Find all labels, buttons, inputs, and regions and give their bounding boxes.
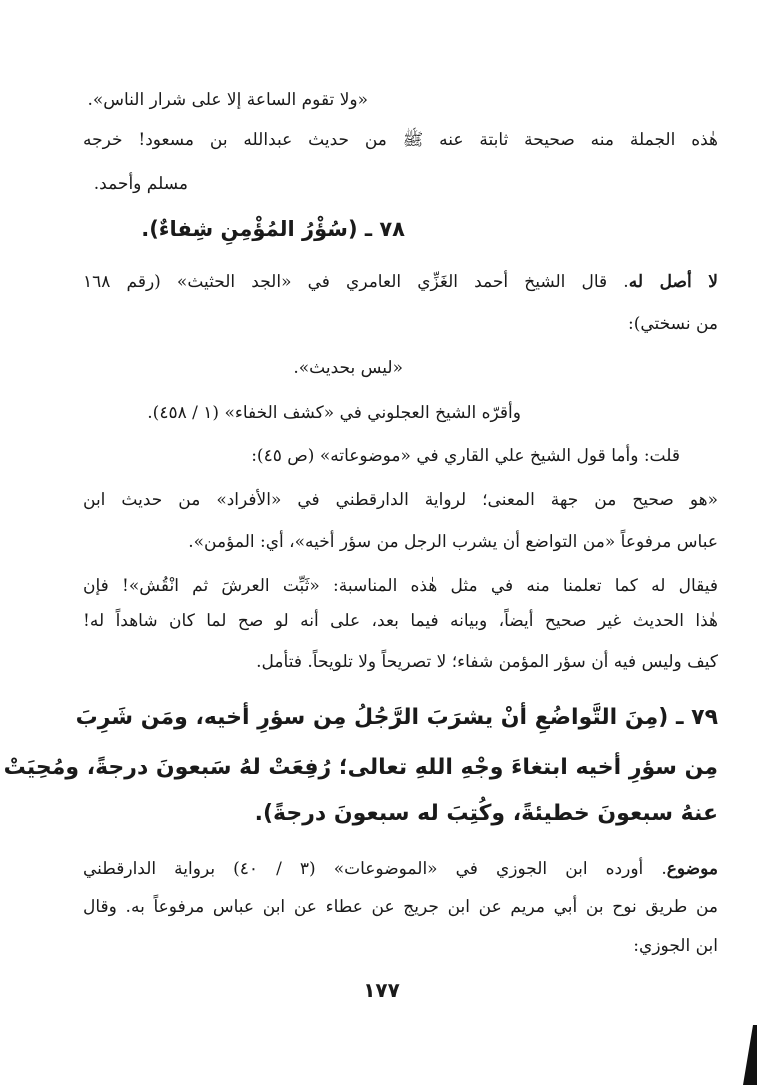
hadith-heading: ٧٨ ـ (سُؤْرُ المُؤْمِنِ شِفاءٌ).	[141, 217, 405, 241]
text-line: هٰذه الجملة منه صحيحة ثابتة عنه ﷺ من حديث عبدالله بن مسعود! خرجه	[83, 130, 718, 150]
text-line: «ولا تقوم الساعة إلا على شرار الناس».	[87, 90, 368, 110]
hadith-heading: ٧٩ ـ (مِنَ التَّواضُعِ أنْ يشرَبَ الرَّجُلُ مِن سؤرِ أخيه، ومَن شَرِبَ	[75, 705, 718, 730]
text-line	[83, 268, 718, 296]
text-line: ابن الجوزي:	[633, 936, 718, 956]
text-line: «هو صحيح من جهة المعنى؛ لرواية الدارقطني في «الأفراد» من حديث ابن	[83, 490, 718, 510]
text-line: هٰذا الحديث غير صحيح أيضاً، وبيانه فيما بعد، على أنه لو صح لما كان شاهداً له!	[83, 611, 718, 631]
ruling-label: موضوع	[666, 859, 718, 879]
text-line: «ليس بحديث».	[293, 358, 403, 378]
text-line: من نسختي):	[628, 314, 718, 334]
page-number: ١٧٧	[363, 978, 400, 1002]
text-line: كيف وليس فيه أن سؤر المؤمن شفاء؛ لا تصريحاً ولا تلويحاً. فتأمل.	[256, 652, 718, 672]
text-line: مسلم وأحمد.	[93, 174, 188, 194]
page-edge-mark	[743, 1025, 757, 1085]
hadith-heading: مِن سؤرِ أخيه ابتغاءَ وجْهِ اللهِ تعالى؛ رُفِعَتْ لهُ سَبعونَ درجةً، ومُحِيَتْ	[3, 755, 718, 780]
ruling-label: لا أصل له	[628, 272, 718, 292]
text-line: عباس مرفوعاً «من التواضع أن يشرب الرجل من سؤر أخيه»، أي: المؤمن».	[188, 532, 718, 552]
hadith-heading: عنهُ سبعونَ خطيئةً، وكُتِبَ له سبعونَ درجةً).	[254, 801, 718, 826]
text-span: . قال الشيخ أحمد الغَزِّي العامري في «الجد الحثيث» (رقم ١٦٨	[83, 272, 629, 292]
text-line	[83, 855, 718, 883]
text-line: فيقال له كما تعلمنا منه في مثل هٰذه المناسبة: «ثَبِّت العرشَ ثم انْقُش»! فإن	[83, 576, 718, 596]
text-line: من طريق نوح بن أبي مريم عن ابن جريج عن عطاء عن ابن عباس مرفوعاً به. وقال	[83, 897, 718, 917]
text-line: وأقرّه الشيخ العجلوني في «كشف الخفاء» (١ / ٤٥٨).	[147, 403, 521, 423]
text-line: قلت: وأما قول الشيخ علي القاري في «موضوعاته» (ص ٤٥):	[251, 446, 680, 466]
text-span: . أورده ابن الجوزي في «الموضوعات» (٣ / ٤٠) برواية الدارقطني	[83, 859, 667, 879]
